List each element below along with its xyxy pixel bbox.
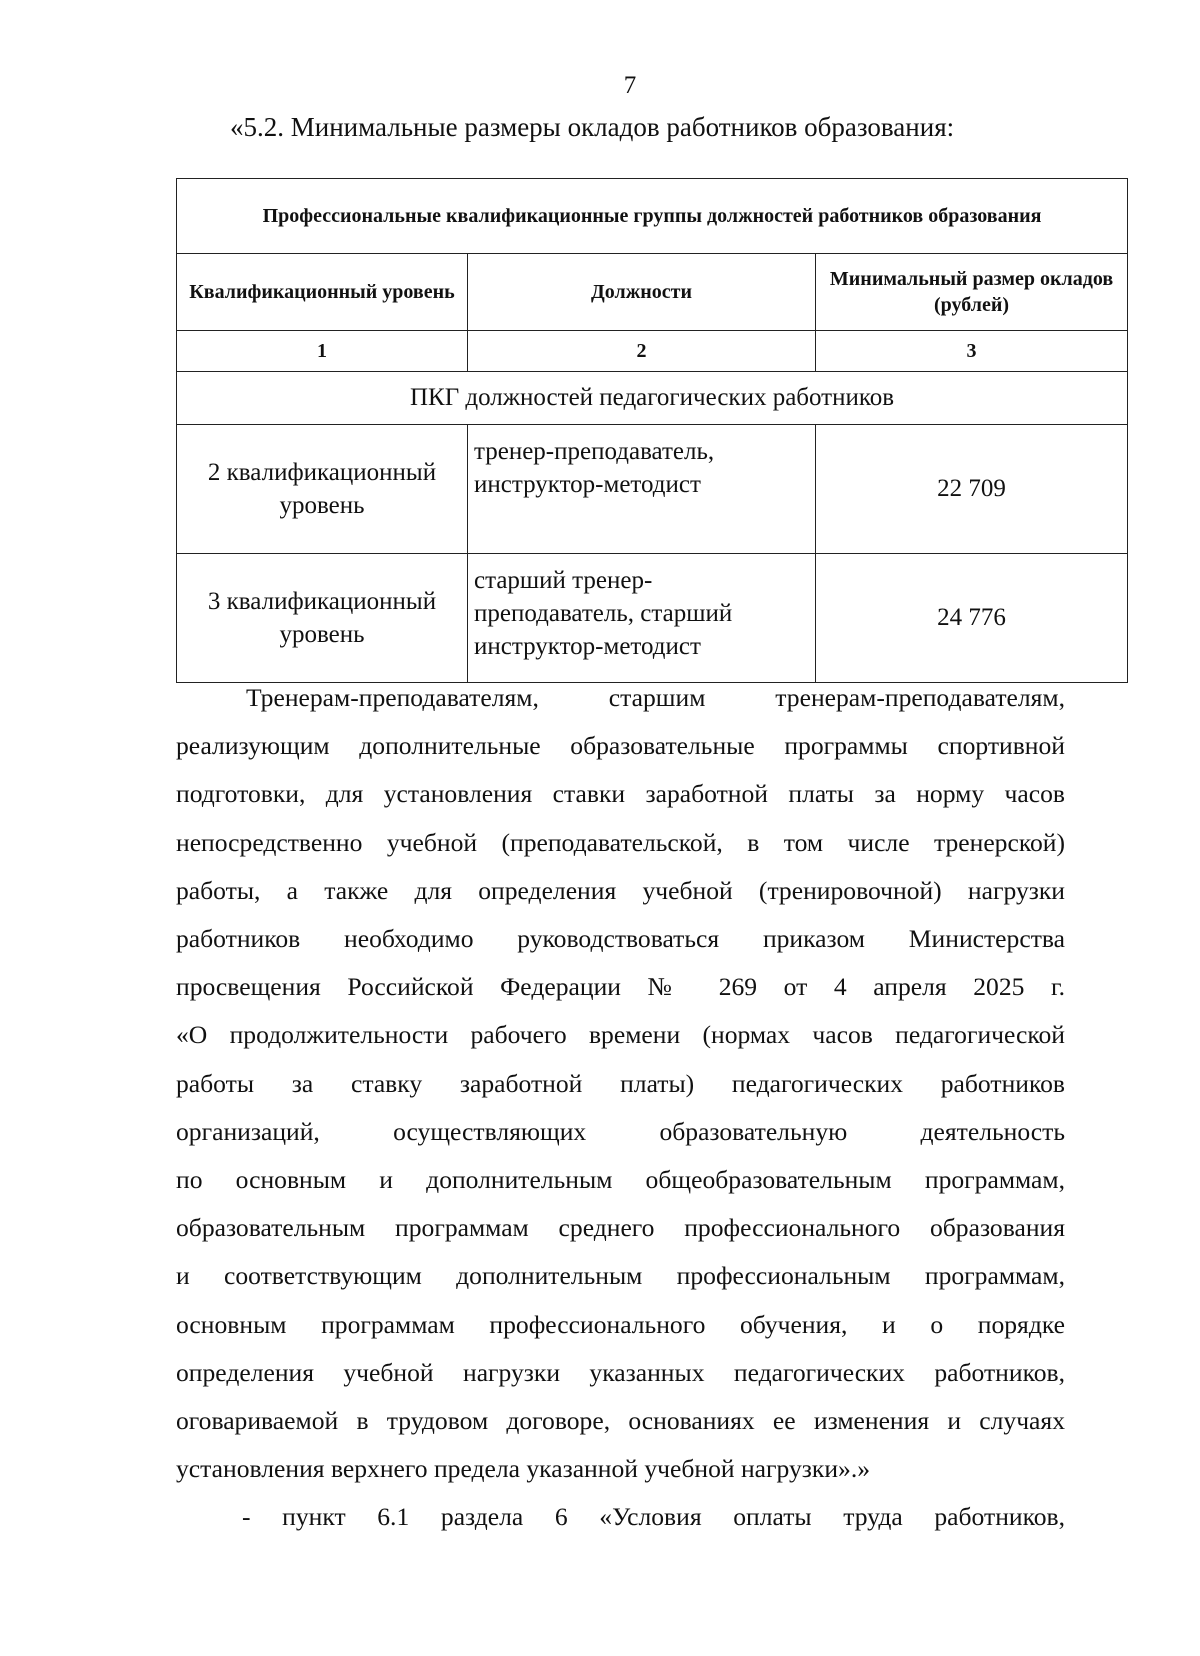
table-column-numbers-row [177,331,1128,372]
text-line: оговариваемой в трудовом договоре, основаниях ее изменения и случаях [176,1406,1065,1436]
text-line: непосредственно учебной (преподавательской, в том числе тренерской) [176,827,1065,857]
text-line: установления верхнего предела указанной учебной нагрузки».» [176,1454,871,1484]
column-number-2: 2 [468,331,816,372]
text-line: и соответствующим дополнительным профессиональным программам, [176,1261,1065,1291]
positions: старший тренер-преподаватель, старший инструктор-методист [468,554,816,683]
text-line: подготовки, для установления ставки заработной платы за норму часов [176,779,1065,809]
text-line: образовательным программам среднего профессионального образования [176,1213,1065,1243]
table-group-row [177,372,1128,425]
section-heading: «5.2. Минимальные размеры окладов работников образования: [230,112,955,142]
text-line: работы, а также для определения учебной (тренировочной) нагрузки [176,875,1065,905]
text-line: основным программам профессионального обучения, и о порядке [176,1309,1065,1339]
body-paragraphs [176,674,1065,1542]
page-number: 7 [623,72,637,99]
text-line: работников необходимо руководствоваться приказом Министерства [176,924,1065,954]
text-line: - пункт 6.1 раздела 6 «Условия оплаты труда работников, [242,1502,1065,1532]
salary-table [176,178,1128,683]
text-line: реализующим дополнительные образовательные программы спортивной [176,731,1065,761]
qualification-level: 3 квалификационный уровень [177,554,468,683]
table-row [177,554,1128,683]
table-title: Профессиональные квалификационные группы должностей работников образования [177,179,1128,254]
text-line: «О продолжительности рабочего времени (нормах часов педагогической [176,1020,1065,1050]
column-header-salary: Минимальный размер окладов (рублей) [816,254,1128,331]
text-line: просвещения Российской Федерации № 269 от 4 апреля 2025 г. [176,972,1065,1002]
text-line: Тренерам-преподавателям, старшим тренерам-преподавателям, [246,683,1065,712]
table-header-row [177,254,1128,331]
positions: тренер-преподаватель, инструктор-методист [468,425,816,554]
table-row [177,425,1128,554]
column-header-level: Квалификационный уровень [177,254,468,331]
column-number-1: 1 [177,331,468,372]
table-title-row [177,179,1128,254]
group-title: ПКГ должностей педагогических работников [177,372,1128,425]
text-line: работы за ставку заработной платы) педагогических работников [176,1068,1065,1098]
column-header-positions: Должности [468,254,816,331]
text-line: определения учебной нагрузки указанных педагогических работников, [176,1357,1065,1387]
column-number-3: 3 [816,331,1128,372]
text-line: организаций, осуществляющих образовательную деятельность [176,1116,1065,1146]
text-line: по основным и дополнительным общеобразовательным программам, [176,1165,1065,1195]
minimum-salary: 24 776 [816,554,1128,683]
qualification-level: 2 квалификационный уровень [177,425,468,554]
minimum-salary: 22 709 [816,425,1128,554]
